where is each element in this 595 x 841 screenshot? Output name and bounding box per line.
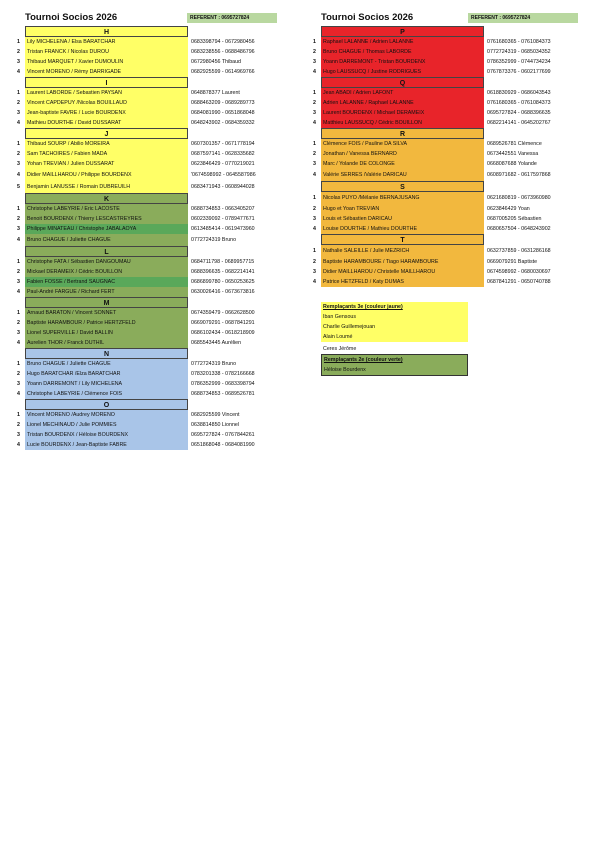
- team-phone: 0772724319 - 0685034352: [487, 49, 551, 55]
- team-phone: 0672980456 Thibaud: [191, 59, 241, 65]
- group-i: [17, 77, 255, 128]
- team-phone: 0608971682 - 0617597868: [487, 172, 551, 178]
- team-phone: 0683238556 - 0688486796: [191, 49, 255, 55]
- replacement-item: Alain Loumé: [323, 334, 353, 340]
- team-number: 3: [17, 161, 20, 167]
- team-number: 2: [313, 206, 316, 212]
- group-m: [17, 297, 255, 348]
- team-row: [17, 47, 255, 57]
- team-number: 3: [17, 381, 20, 387]
- team-phone: 0623846429 - 0770219021: [191, 161, 255, 167]
- team-row: [313, 277, 551, 287]
- team-phone: 0767873376 - 0602177699: [487, 69, 551, 75]
- team-phone: 0651868048 - 0684081990: [191, 442, 255, 448]
- team-number: 1: [313, 195, 316, 201]
- replacements-green-box: [321, 354, 468, 376]
- left-column: [17, 12, 256, 450]
- team-number: 2: [17, 320, 20, 326]
- team-number: 1: [313, 248, 316, 254]
- team-phone: 0623846429 Yoan: [487, 206, 530, 212]
- team-names: Lucie BOURDENX / Jean-Baptiste FABRE: [25, 440, 188, 450]
- team-row: [313, 169, 551, 181]
- team-number: 2: [17, 216, 20, 222]
- team-phone: 0772724319 Bruno: [191, 237, 237, 243]
- team-row: [17, 257, 255, 267]
- replacements-yellow-box: [321, 302, 468, 342]
- team-names: Clémence FOIS / Pauline DA SILVA: [321, 139, 484, 149]
- team-row: [17, 37, 255, 47]
- team-row: [313, 224, 551, 234]
- team-phone: 0772724319 Bruno: [191, 361, 237, 367]
- team-row: [17, 328, 255, 338]
- team-names: Vincent MORENO /Audrey MORENO: [25, 410, 188, 420]
- team-number: 4: [313, 69, 316, 75]
- team-phone: 0688734853 - 0663405207: [191, 206, 255, 212]
- team-row: [17, 57, 241, 67]
- replacement-item: Iban Gensous: [323, 314, 356, 320]
- team-number: 2: [313, 259, 316, 265]
- team-number: 1: [17, 206, 20, 212]
- team-names: Raphael LALANNE / Adrien LALANNE: [321, 37, 484, 47]
- left-header: [17, 12, 250, 26]
- group-header: O: [25, 399, 188, 410]
- team-phone: 0648243902 - 0684359332: [191, 120, 255, 126]
- team-phone: 0630026416 - 0673673816: [191, 289, 255, 295]
- team-phone: 0689526781 Clémence: [487, 141, 542, 147]
- team-names: Laurent LABORDE / Sebastien PAYSAN: [25, 88, 188, 98]
- team-row: [17, 410, 240, 420]
- group-header: N: [25, 348, 188, 359]
- team-row: [313, 67, 551, 77]
- team-phone: 0688396635 - 0682214141: [191, 269, 255, 275]
- team-names: Vincent CAPDEPUY /Nicolas BOUILLAUD: [25, 98, 188, 108]
- team-names: Louise DOURTHE / Mathieu DOURTHE: [321, 224, 484, 234]
- team-number: 4: [17, 120, 20, 126]
- team-phone: 0682925599 Vincent: [191, 412, 240, 418]
- team-number: 4: [17, 391, 20, 397]
- referent-box-right: REFERENT : 0695727824: [468, 13, 578, 23]
- team-number: 4: [313, 279, 316, 285]
- team-number: 1: [313, 90, 316, 96]
- team-number: 2: [17, 49, 20, 55]
- team-names: Didier MAILLHAROU / Philippe BOURDENX: [25, 169, 188, 181]
- group-header: I: [25, 77, 188, 88]
- team-names: Mickael DERAMEIX / Cédric BOUILLON: [25, 267, 188, 277]
- team-phone: 0695727824 - 0688396635: [487, 110, 551, 116]
- replacement-item: Charlie Guillemejouan: [323, 324, 376, 330]
- left-groups: [17, 26, 256, 450]
- team-phone: 0786352999 - 0683398794: [191, 381, 255, 387]
- referent-box: REFERENT : 0695727824: [187, 13, 277, 23]
- team-phone: 0682214141 - 0645202767: [487, 120, 551, 126]
- team-phone: 0602339092 - 0789477671: [191, 216, 255, 222]
- team-names: Aurelien THOR / Franck DUTHIL: [25, 338, 188, 348]
- team-phone: 0761680365 - 0761084373: [487, 100, 551, 106]
- team-phone: 0684711798 - 0689957715: [191, 259, 255, 265]
- team-names: Bruno CHAGUE / Juliette CHAGUE: [25, 234, 188, 246]
- team-names: Lionel SUPERVILLE / David BALLIN: [25, 328, 188, 338]
- team-names: Louis et Sébastien DARICAU: [321, 214, 484, 224]
- team-names: Bruno CHAGUE / Juliette CHAGUE: [25, 359, 188, 369]
- team-phone: 0607301357 - 0671778194: [191, 141, 255, 147]
- team-names: Fabien FOSSE / Bertrand SAUGNAC: [25, 277, 188, 287]
- team-number: 1: [17, 412, 20, 418]
- team-number: 4: [313, 172, 316, 178]
- team-number: 3: [313, 110, 316, 116]
- team-number: 2: [17, 269, 20, 275]
- team-names: Bruno CHAGUE / Thomas LABORDE: [321, 47, 484, 57]
- team-number: 1: [17, 361, 20, 367]
- team-number: 2: [17, 151, 20, 157]
- replacements-white-box: [321, 344, 468, 354]
- team-names: Didier MAILLHAROU / Christelle MAILLHAROU: [321, 267, 484, 277]
- team-phone: 0688463209 - 0689289773: [191, 100, 255, 106]
- team-row: [17, 118, 255, 128]
- team-row: [17, 287, 255, 297]
- team-row: [313, 139, 542, 149]
- team-number: 3: [17, 59, 20, 65]
- team-row: [313, 245, 551, 257]
- team-names: Mathieu DOURTHE / David DUSSARAT: [25, 118, 188, 128]
- team-number: 3: [313, 59, 316, 65]
- team-number: 1: [17, 141, 20, 147]
- team-number: 4: [17, 442, 20, 448]
- team-names: Tristan FRANCK / Nicolas DUROU: [25, 47, 188, 57]
- group-header: H: [25, 26, 188, 37]
- tournament-title: Tournoi Socios 2026: [25, 12, 118, 23]
- team-names: Jean ABADI / Adrien LAFONT: [321, 88, 484, 98]
- team-row: [17, 369, 255, 379]
- group-s: [313, 181, 551, 234]
- team-row: [313, 192, 551, 204]
- team-number: 1: [17, 310, 20, 316]
- team-phone: 0684081990 - 0651868048: [191, 110, 255, 116]
- team-row: [17, 318, 255, 328]
- team-phone: 0685543445 Aurélien: [191, 340, 242, 346]
- team-row: [17, 214, 255, 224]
- team-names: Lionel MECHINAUD / Julie POMMIES: [25, 420, 188, 430]
- team-number: 2: [313, 49, 316, 55]
- team-names: Hugo et Yoan TREVIAN: [321, 204, 484, 214]
- team-phone: 0783201338 - 0782166668: [191, 371, 255, 377]
- team-phone: 0648878377 Laurent: [191, 90, 240, 96]
- team-number: 2: [17, 422, 20, 428]
- team-row: [17, 98, 255, 108]
- team-names: Matthieu LAUSSUCQ / Cédric BOUILLON: [321, 118, 484, 128]
- team-row: [313, 118, 551, 128]
- team-names: Patrice HETZFELD / Katy DUMAS: [321, 277, 484, 287]
- team-phone: 0618830929 - 0686043543: [487, 90, 551, 96]
- team-row: [313, 149, 539, 159]
- team-phone: 0683398794 - 0672980456: [191, 39, 255, 45]
- group-k: [17, 193, 255, 246]
- team-names: Benjamin LANUSSE / Romain DUBREUILH: [25, 181, 188, 193]
- group-header: T: [321, 234, 484, 245]
- team-names: Adrien LALANNE / Raphael LALANNE: [321, 98, 484, 108]
- replacement-item: Héloise Bourdenx: [324, 367, 366, 373]
- team-names: Yoann DARREMONT - Tristan BOURDENX: [321, 57, 484, 67]
- team-names: Benoit BOURDENX / Thierry LESCASTREYRES: [25, 214, 188, 224]
- team-phone: 0621680819 - 0673960980: [487, 195, 551, 201]
- team-phone: 0695727824 - 0767844261: [191, 432, 255, 438]
- team-phone: 0687841291 - 0650740788: [487, 279, 551, 285]
- team-number: 1: [17, 259, 20, 265]
- team-phone: 0673442551 Vanessa: [487, 151, 539, 157]
- team-number: 1: [17, 39, 20, 45]
- team-names: Nathalie SALEILLE / Julie MEZRICH: [321, 245, 484, 257]
- replacements-green-title: Remplaçants 2e (couleur verte): [324, 357, 403, 363]
- team-names: Yoann DARREMONT / Lily MICHELENA: [25, 379, 188, 389]
- team-phone: 0638814850 Lionnel: [191, 422, 240, 428]
- team-phone: 0669079291 Baptiste: [487, 259, 538, 265]
- team-row: [17, 389, 255, 399]
- team-names: Thibaud SOURP / Abilio MOREIRA: [25, 139, 188, 149]
- team-number: 3: [313, 216, 316, 222]
- team-row: [313, 204, 530, 214]
- team-row: [17, 181, 255, 193]
- team-names: Sam TACHOIRES / Fabien MADA: [25, 149, 188, 159]
- right-header: [313, 12, 531, 26]
- group-n: [17, 348, 255, 399]
- team-row: [17, 308, 255, 318]
- team-number: 3: [17, 110, 20, 116]
- team-names: Christophe LABEYRIE / Eric LACOSTE: [25, 204, 188, 214]
- team-names: Lily MICHELENA / Elsa BARATCHAR: [25, 37, 188, 47]
- team-phone: 0688734853 - 0689526781: [191, 391, 255, 397]
- group-header: M: [25, 297, 188, 308]
- team-phone: 0669079291 - 0687841291: [191, 320, 255, 326]
- team-phone: 0687597141 - 0628335682: [191, 151, 255, 157]
- team-number: 4: [313, 226, 316, 232]
- team-row: [313, 257, 538, 267]
- team-row: [17, 277, 255, 287]
- group-header: L: [25, 246, 188, 257]
- team-number: 3: [17, 432, 20, 438]
- replacements-yellow-title: Remplaçants 3e (couleur jaune): [323, 304, 403, 310]
- team-number: 4: [17, 237, 20, 243]
- team-row: [17, 420, 240, 430]
- team-phone: 0686899780 - 0650253625: [191, 279, 255, 285]
- team-row: [313, 47, 551, 57]
- group-header: R: [321, 128, 484, 139]
- team-row: [17, 359, 237, 369]
- team-names: Tristan BOURDENX / Héloise BOURDENX: [25, 430, 188, 440]
- team-names: Philippe MINATEAU / Christophe JABALAOYA: [25, 224, 188, 234]
- team-number: 2: [313, 100, 316, 106]
- team-number: 4: [17, 340, 20, 346]
- team-phone: 0687005205 Sébastien: [487, 216, 542, 222]
- team-number: 5: [17, 184, 20, 190]
- team-row: [17, 204, 255, 214]
- team-number: 2: [17, 100, 20, 106]
- team-number: 4: [17, 172, 20, 178]
- team-row: [17, 149, 255, 159]
- team-number: 1: [17, 90, 20, 96]
- team-row: [17, 139, 255, 149]
- tournament-title-right: Tournoi Socios 2026: [321, 12, 414, 23]
- group-header: K: [25, 193, 188, 204]
- team-names: Marc / Yolande DE COLONGE: [321, 159, 484, 169]
- team-phone: 0786352999 - 0744734234: [487, 59, 551, 65]
- replacement-item: Ceres Jérôme: [323, 346, 357, 352]
- team-phone: 0613485414 - 0619473960: [191, 226, 255, 232]
- team-phone: 0632737859 - 0631286168: [487, 248, 551, 254]
- team-number: 4: [17, 289, 20, 295]
- team-names: Laurent BOURDENX / Michael DERAMEIX: [321, 108, 484, 118]
- team-row: [17, 159, 255, 169]
- team-row: [313, 88, 551, 98]
- team-row: [17, 224, 255, 234]
- team-row: [313, 37, 551, 47]
- team-number: 1: [313, 141, 316, 147]
- group-q: [313, 77, 551, 128]
- team-row: [17, 67, 255, 77]
- group-header: P: [321, 26, 484, 37]
- team-row: [17, 108, 255, 118]
- right-groups: [313, 26, 551, 287]
- team-names: Valérie SERRES /Valérie DARICAU: [321, 169, 484, 181]
- team-phone: 0674359479 - 0662628500: [191, 310, 255, 316]
- team-number: 3: [17, 226, 20, 232]
- team-names: Yohan TREVIAN / Julien DUSSARAT: [25, 159, 188, 169]
- team-names: Christophe FATA / Sébastien DANGOUMAU: [25, 257, 188, 267]
- group-j: [17, 128, 256, 193]
- team-row: [17, 338, 242, 348]
- team-row: [17, 234, 237, 246]
- team-names: Nicolas PUYO /Mélanie BERNAJUSANG: [321, 192, 484, 204]
- team-phone: 0683471943 - 0608944028: [191, 184, 255, 190]
- team-row: [17, 169, 256, 181]
- team-number: 3: [17, 279, 20, 285]
- team-phone: 0668087688 Yolande: [487, 161, 537, 167]
- team-phone: 0674598992 - 0680030697: [487, 269, 551, 275]
- team-names: Paul-André FARGUE / Richard FERT: [25, 287, 188, 297]
- replacements-legend: [313, 302, 468, 376]
- team-number: 2: [313, 151, 316, 157]
- team-row: [17, 88, 240, 98]
- right-column: [313, 12, 551, 287]
- team-number: 4: [17, 69, 20, 75]
- team-row: [313, 267, 551, 277]
- team-phone: 0761680365 - 0761084373: [487, 39, 551, 45]
- team-number: 1: [313, 39, 316, 45]
- team-names: Hugo LAUSSUCQ / Justine RODRIGUES: [321, 67, 484, 77]
- team-number: 3: [17, 330, 20, 336]
- team-number: 3: [313, 269, 316, 275]
- team-row: [313, 159, 537, 169]
- group-header: Q: [321, 77, 484, 88]
- team-number: 4: [313, 120, 316, 126]
- team-names: Jean-baptiste FAVRE / Lucie BOURDENX: [25, 108, 188, 118]
- team-row: [313, 98, 551, 108]
- group-r: [313, 128, 551, 181]
- team-row: [17, 267, 255, 277]
- team-number: 3: [313, 161, 316, 167]
- group-header: S: [321, 181, 484, 192]
- group-t: [313, 234, 551, 287]
- group-o: [17, 399, 255, 450]
- team-row: [17, 379, 255, 389]
- team-names: Thibaud MARQUET / Xavier DUMOULIN: [25, 57, 188, 67]
- team-phone: '0674598992 - 0645587986: [191, 172, 256, 178]
- group-h: [17, 26, 255, 77]
- team-names: Baptiste HARAMBOUR / Patrice HERTZFELD: [25, 318, 188, 328]
- team-phone: 0686102434 - 0618218909: [191, 330, 255, 336]
- team-row: [313, 57, 551, 67]
- group-header: J: [25, 128, 188, 139]
- team-number: 2: [17, 371, 20, 377]
- team-row: [17, 430, 255, 440]
- team-phone: 0682925599 - 0614969766: [191, 69, 255, 75]
- team-names: Vincent MORENO / Rémy DARRIGADE: [25, 67, 188, 77]
- team-row: [313, 214, 542, 224]
- team-names: Baptiste HARAMBOURE / Tiago HARAMBOURE: [321, 257, 484, 267]
- group-p: [313, 26, 551, 77]
- team-row: [313, 108, 551, 118]
- team-phone: 0680657504 - 0648243902: [487, 226, 551, 232]
- team-row: [17, 440, 255, 450]
- team-names: Jonathan / Vanessa BERNARD: [321, 149, 484, 159]
- group-l: [17, 246, 255, 297]
- team-names: Hugo BARATCHAR /Elza BARATCHAR: [25, 369, 188, 379]
- team-names: Christophe LABEYRIE / Clémence FOIS: [25, 389, 188, 399]
- team-names: Arnaud BARATON / Vincent SONNET: [25, 308, 188, 318]
